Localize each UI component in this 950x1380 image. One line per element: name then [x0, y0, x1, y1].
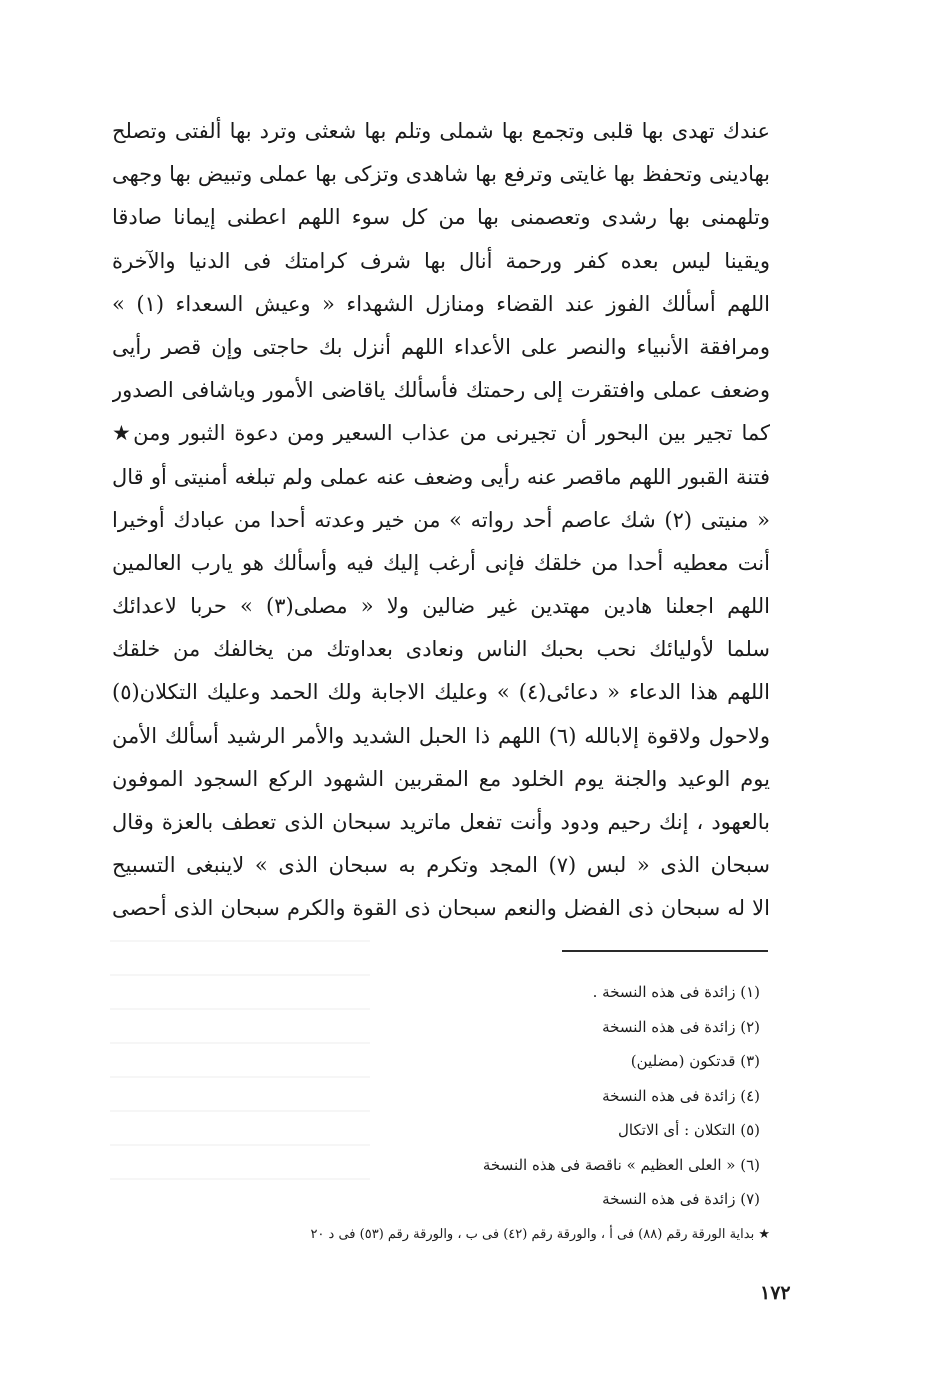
text-line: اللهم أسألك الفوز عند القضاء ومنازل الشهداء « وعيش السعداء (١) » [112, 291, 770, 316]
text-line: سلما لأوليائك نحب بحبك الناس ونعادى بعداوتك من يخالفك من خلقك [112, 637, 770, 662]
text-line: بالعهود ، إنك رحيم ودود وأنت تفعل ماتريد سبحان الذى تعطف بالعزة وقال [112, 810, 770, 834]
text-line: يوم الوعيد والجنة يوم الخلود مع المقربين الشهود الركع السجود الموفون [112, 766, 770, 791]
text-line: ومرافقة الأنبياء والنصر على الأعداء اللهم أنزل بك حاجتى وإن قصر رأيى [112, 334, 770, 359]
bleed-through-shadow [110, 940, 370, 1200]
footnotes [483, 975, 760, 1217]
text-line: اللهم هذا الدعاء « دعائى(٤) » وعليك الاجابة ولك الحمد وعليك التكلان(٥) [112, 680, 770, 705]
text-line: سبحان الذى « لبس (٧) المجد وتكرم به سبحان الذى » لاينبغى التسبيح [112, 853, 770, 878]
text-line: وضعف عملى وافتقرت إلى رحمتك فأسألك ياقاضى الأمور وياشافى الصدور [112, 378, 770, 403]
text-line: بهادينى وتحفظ بها غايتى وترفع بها شاهدى وتزكى بها عملى وتبيض بها وجهى [112, 162, 770, 187]
page-number: ١٧٢ [760, 1282, 791, 1304]
footnote: (٦) « العلى العظيم » ناقصة فى هذه النسخة [482, 1155, 760, 1174]
text-line: فتنة القبور اللهم ماقصر عنه رأيى وضعف عنه عملى ولم تبلغه أمنيتى أو قال [112, 464, 770, 489]
text-line: اللهم اجعلنا هادين مهتدين غير ضالين ولا « مصلى(٣) » حربا لاعدائك [112, 594, 770, 619]
footnote: (٢) زائدة فى هذه النسخة [602, 1017, 760, 1036]
text-line: كما تجير بين البحور أن تجيرنى من عذاب السعير ومن دعوة الثبور ومن★ [112, 421, 770, 446]
text-line: ولاحول ولاقوة إلابالله (٦) اللهم ذا الحبل الشديد والأمر الرشيد أسألك الأمن [112, 723, 770, 748]
text-line: أنت معطيه أحدا من خلقك فإنى أرغب إليك فيه وأسألك هو يارب العالمين [112, 550, 770, 575]
text-line: ويقينا ليس بعده كفر ورحمة أنال بها شرف كرامتك فى الدنيا والآخرة [112, 248, 770, 273]
main-text [112, 110, 770, 931]
text-line: عندك تهدى بها قلبى وتجمع بها شملى وتلم بها شعثى وترد بها ألفتى وتصلح [112, 119, 770, 143]
footnote: (٤) زائدة فى هذه النسخة [602, 1086, 760, 1105]
footnote: (١) زائدة فى هذه النسخة . [592, 983, 760, 1001]
footnote-divider [562, 950, 768, 952]
footnote: (٥) التكلان : أى الاتكال [618, 1121, 760, 1139]
footnote: (٧) زائدة فى هذه النسخة [602, 1190, 760, 1208]
footnote: (٣) قدتكون (مضلين) [630, 1052, 760, 1070]
text-line: « منيتى (٢) شك عاصم أحد رواته » من خير وعدته أحدا من عبادك أوخيرا [112, 507, 770, 532]
manuscript-folio-note: ★ بداية الورقة رقم (٨٨) فى أ ، والورقة رقم (٤٢) فى ب ، والورقة رقم (٥٣) فى د ٢٠ [310, 1227, 770, 1242]
text-line: الا له سبحان ذى الفضل والنعم سبحان ذى القوة والكرم سبحان الذى أحصى [112, 896, 770, 921]
text-line: وتلهمنى بها رشدى وتعصمنى بها من كل سوء اللهم اعطنى إيمانا صادقا [112, 205, 770, 230]
